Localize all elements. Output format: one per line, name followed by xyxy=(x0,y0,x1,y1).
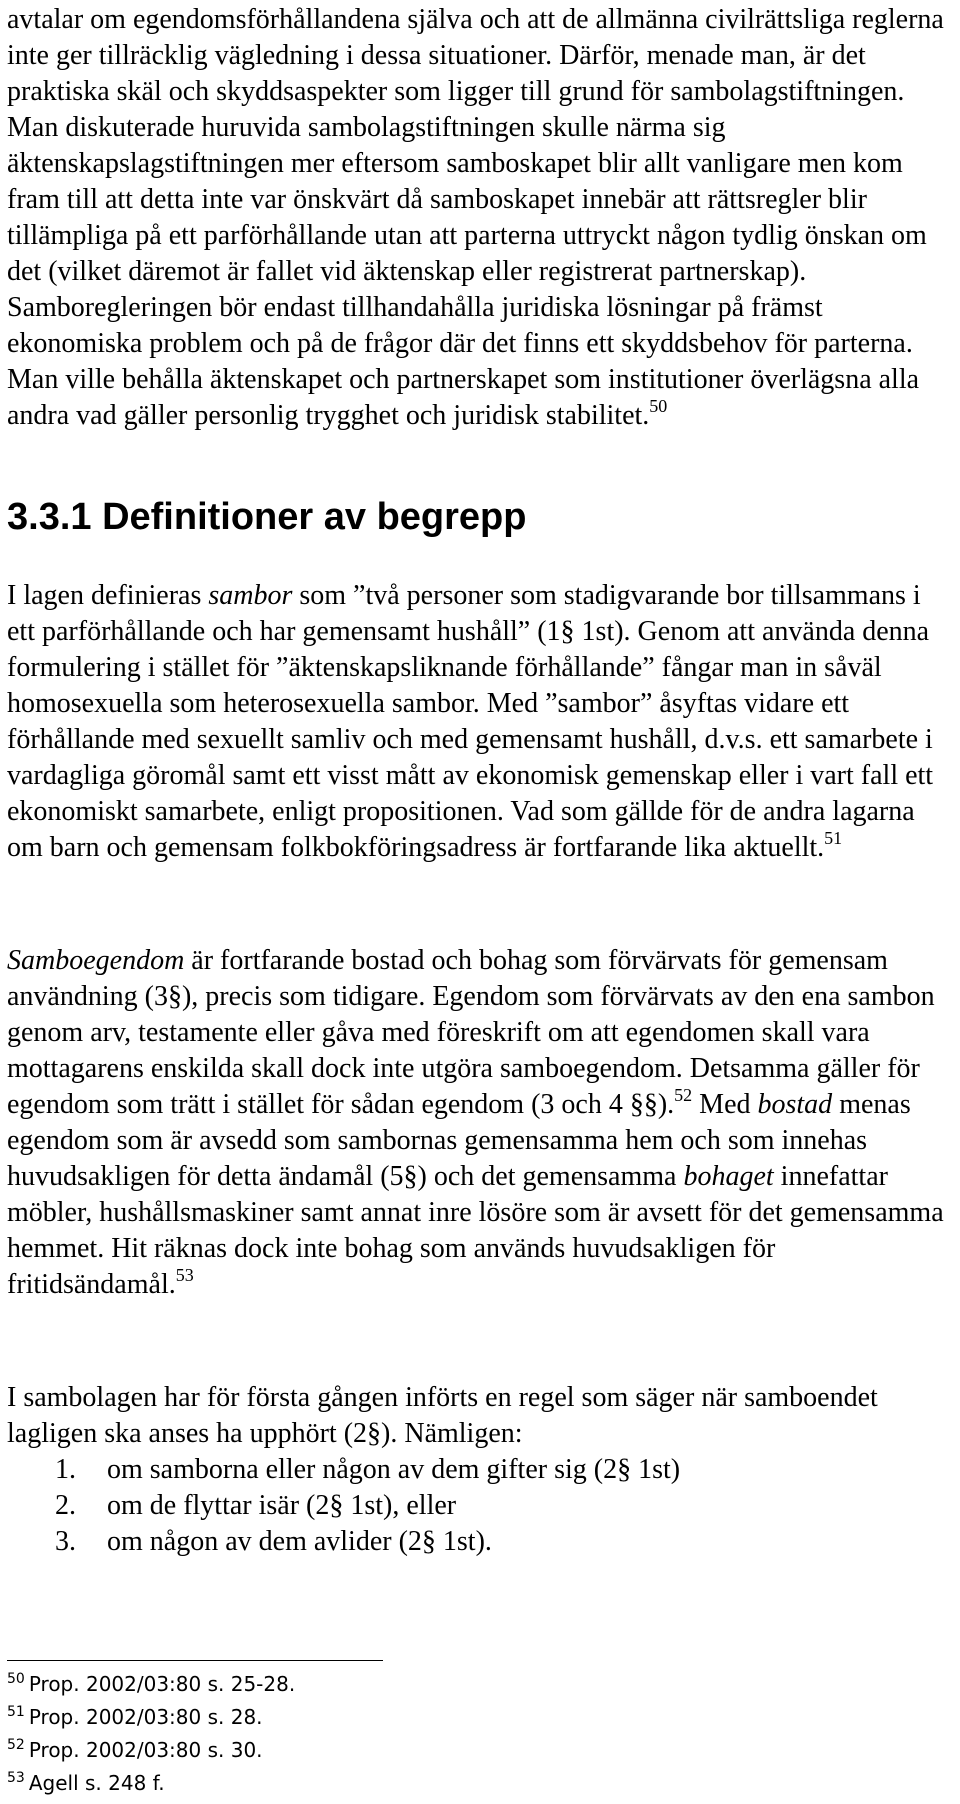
footnote-text: Prop. 2002/03:80 s. 25-28. xyxy=(28,1672,296,1696)
footnote-mark: 51 xyxy=(7,1704,25,1721)
list-item xyxy=(7,1524,680,1560)
paragraph-samboegendom xyxy=(7,943,955,1303)
list-item-text: om de flyttar isär (2§ 1st), eller xyxy=(107,1490,457,1521)
defined-term: bostad xyxy=(757,1089,833,1120)
defined-term: sambor xyxy=(208,580,293,611)
footnote-text: Prop. 2002/03:80 s. 28. xyxy=(28,1705,263,1729)
paragraph-samboende-upphor: I sambolagen har för första gången införts en regel som säger när samboendet lagligen ska anses ha upphört (2§). Nämligen: xyxy=(7,1382,878,1449)
list-number: 3. xyxy=(55,1526,76,1557)
section-heading: 3.3.1 Definitioner av begrepp xyxy=(7,496,527,538)
paragraph-text: som ”två personer som stadigvarande bor tillsammans i ett parförhållande och har gemensamt hushåll” (1§ 1st). Genom att använda denna formulering i stället för ”äktenskapsliknande förhållande” fångar man in såväl homosexuella som heterosexuella sambor. Med ”sambor” åsyftas vidare ett förhållande med sexuellt samliv och med gemensamt hushåll, d.v.s. ett samarbete i vardagliga göromål samt ett visst mått av ekonomisk gemenskap eller i vart fall ett ekonomiskt samarbete, enligt propositionen. Vad som gällde för de andra lagarna om barn och gemensam folkbokföringsadress är fortfarande lika aktuellt. xyxy=(7,580,934,863)
list-item xyxy=(7,1452,680,1488)
footnote-divider xyxy=(7,1660,383,1661)
list-item xyxy=(7,1488,680,1524)
footnote-text: Prop. 2002/03:80 s. 30. xyxy=(28,1738,263,1762)
list-number: 1. xyxy=(55,1454,76,1485)
defined-term: bohaget xyxy=(683,1161,774,1192)
footnote xyxy=(7,1668,295,1701)
paragraph-text: menas egendom som är avsedd som sambornas gemensamma hem och som innehas huvudsakligen för detta ändamål (5§) och det gemensamma xyxy=(7,1089,911,1192)
footnote-reference[interactable]: 53 xyxy=(175,1264,194,1285)
ending-conditions-list xyxy=(7,1452,680,1560)
footnote xyxy=(7,1767,295,1800)
paragraph-sambolag-background xyxy=(7,2,955,434)
list-number: 2. xyxy=(55,1490,76,1521)
footnote-mark: 50 xyxy=(7,1671,25,1688)
footnote-reference[interactable]: 52 xyxy=(674,1084,693,1105)
footnotes-list xyxy=(7,1668,295,1800)
footnote-reference[interactable]: 50 xyxy=(649,395,668,416)
footnote-mark: 52 xyxy=(7,1737,25,1754)
paragraph-text: avtalar om egendomsförhållandena själva och att de allmänna civilrättsliga reglerna inte ger tillräcklig vägledning i dessa situationer. Därför, menade man, är det praktiska skäl och skyddsaspekter som ligger till grund för sambolagstiftningen. Man diskuterade huruvida sambolagstiftningen skulle närma sig äktenskapslagstiftningen mer eftersom samboskapet blir allt vanligare men kom fram till att detta inte var önskvärt då samboskapet innebär att rättsregler blir tillämpliga på ett parförhållande utan att parterna uttryckt någon tydlig önskan om det (vilket däremot är fallet vid äktenskap eller registrerat partnerskap). Samboregleringen bör endast tillhandahålla juridiska lösningar på främst ekonomiska problem och på de frågor där det finns ett skyddsbehov för parterna. Man ville behålla äktenskapet och partnerskapet som institutioner överlägsna alla andra vad gäller personlig trygghet och juridisk stabilitet. xyxy=(7,4,944,431)
paragraph-definition-sambor xyxy=(7,578,955,866)
defined-term: Samboegendom xyxy=(7,945,185,976)
footnote-text: Agell s. 248 f. xyxy=(28,1771,165,1795)
footnote xyxy=(7,1734,295,1767)
paragraph-text: Med xyxy=(692,1089,758,1120)
list-item-text: om någon av dem avlider (2§ 1st). xyxy=(107,1526,492,1557)
paragraph-text: I lagen definieras xyxy=(7,580,209,611)
footnote-reference[interactable]: 51 xyxy=(824,827,843,848)
list-item-text: om samborna eller någon av dem gifter sig (2§ 1st) xyxy=(107,1454,681,1485)
footnote xyxy=(7,1701,295,1734)
paragraph-text: är fortfarande bostad och bohag som förvärvats för gemensam användning (3§), precis som tidigare. Egendom som förvärvats av den ena sambon genom arv, testamente eller gåva med föreskrift om att egendomen skall vara mottagarens enskilda skall dock inte utgöra samboegendom. Detsamma gäller för egendom som trätt i stället för sådan egendom (3 och 4 §§). xyxy=(7,945,935,1120)
paragraph-text: innefattar möbler, hushållsmaskiner samt annat inre lösöre som är avsett för det gemensamma hemmet. Hit räknas dock inte bohag som används huvudsakligen för fritidsändamål. xyxy=(7,1161,944,1300)
footnote-mark: 53 xyxy=(7,1770,25,1787)
